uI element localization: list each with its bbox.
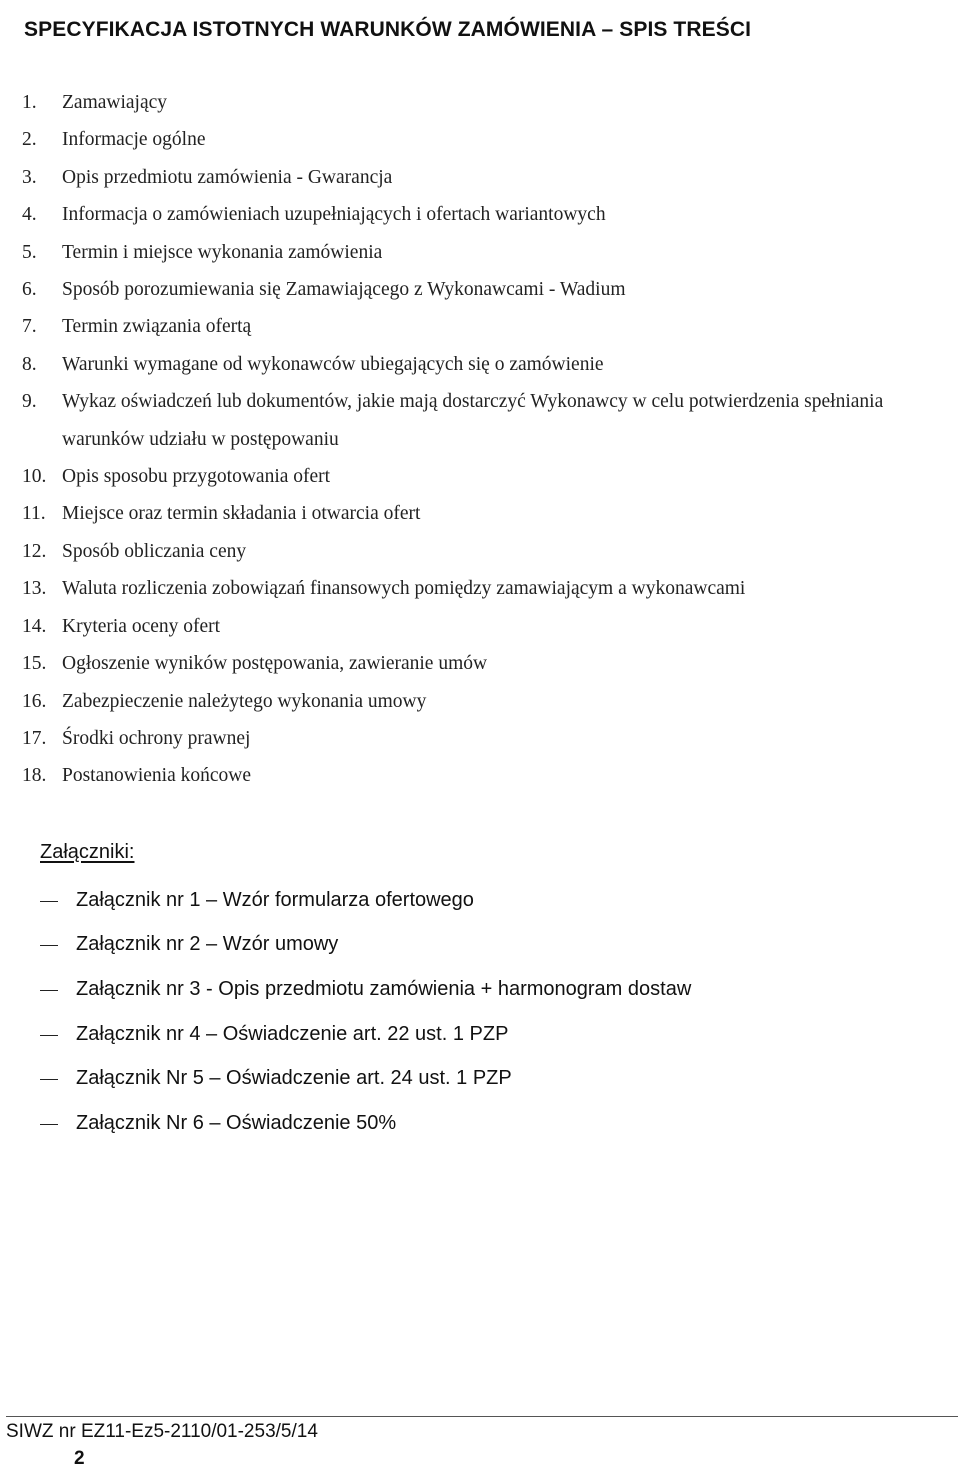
toc-item-text: Termin i miejsce wykonania zamówienia [62,241,383,263]
toc-item-text: Informacje ogólne [62,129,206,151]
toc-item [22,196,902,233]
attachment-item [40,1012,900,1057]
attachment-label: Załącznik nr 3 - Opis przedmiotu zamówienia + harmonogram dostaw [76,977,692,1000]
attachment-item [40,923,900,968]
footer-divider [6,1416,958,1417]
attachments-heading: Załączniki: [40,841,135,863]
toc-item-number: 6. [22,279,37,301]
toc-item-text: Środki ochrony prawnej [62,727,251,749]
attachment-label: Załącznik nr 1 – Wzór formularza ofertowego [76,888,474,911]
toc-item-text: Ogłoszenie wyników postępowania, zawieranie umów [62,653,488,675]
toc-item-text: Opis przedmiotu zamówienia - Gwarancja [62,166,393,188]
attachment-label: Załącznik nr 4 – Oświadczenie art. 22 ust. 1 PZP [76,1022,509,1045]
toc-item-text: Waluta rozliczenia zobowiązań finansowych pomiędzy zamawiającym a wykonawcami [62,578,746,600]
toc-item-number: 13. [22,578,47,600]
toc-item-number: 14. [22,615,47,637]
toc-item [22,84,902,121]
attachment-item [40,1101,900,1146]
table-of-contents [22,84,902,795]
toc-item [22,720,902,757]
toc-item-text: Wykaz oświadczeń lub dokumentów, jakie mają dostarczyć Wykonawcy w celu potwierdzenia spełniania warunków udziału w postępowaniu [62,391,884,450]
dash-icon [40,901,58,902]
toc-item-text: Opis sposobu przygotowania ofert [62,466,331,488]
attachment-item [40,967,900,1012]
toc-item [22,608,902,645]
toc-item-text: Warunki wymagane od wykonawców ubiegających się o zamówienie [62,353,604,375]
dash-icon [40,1035,58,1036]
dash-icon [40,1124,58,1125]
toc-item [22,121,902,158]
toc-item-number: 16. [22,690,47,712]
toc-item-number: 17. [22,727,47,749]
toc-item [22,346,902,383]
attachment-label: Załącznik Nr 6 – Oświadczenie 50% [76,1111,397,1134]
document-title: SPECYFIKACJA ISTOTNYCH WARUNKÓW ZAMÓWIENIA – SPIS TREŚCI [24,18,752,42]
toc-item [22,533,902,570]
attachment-label: Załącznik Nr 5 – Oświadczenie art. 24 ust. 1 PZP [76,1067,512,1090]
page-number: 2 [74,1448,85,1469]
toc-item-text: Postanowienia końcowe [62,765,252,787]
toc-item-text: Informacja o zamówieniach uzupełniających i ofertach wariantowych [62,204,606,226]
toc-item-text: Termin związania ofertą [62,316,252,338]
attachments-list [40,878,900,1146]
toc-item-number: 5. [22,241,37,263]
toc-item [22,683,902,720]
toc-item [22,458,902,495]
toc-item-number: 11. [22,503,46,525]
dash-icon [40,990,58,991]
toc-item-number: 10. [22,466,47,488]
toc-item-text: Sposób porozumiewania się Zamawiającego z Wykonawcami - Wadium [62,279,626,301]
toc-item [22,757,902,794]
toc-item-number: 15. [22,653,47,675]
toc-item-number: 3. [22,166,37,188]
attachment-item [40,878,900,923]
toc-item [22,495,902,532]
toc-item [22,308,902,345]
toc-item [22,645,902,682]
footer-reference: SIWZ nr EZ11-Ez5-2110/01-253/5/14 [6,1421,318,1442]
toc-item-text: Miejsce oraz termin składania i otwarcia ofert [62,503,421,525]
attachment-label: Załącznik nr 2 – Wzór umowy [76,933,339,956]
toc-item [22,383,902,458]
toc-item-text: Zabezpieczenie należytego wykonania umowy [62,690,427,712]
toc-item-number: 1. [22,92,37,113]
toc-item [22,159,902,196]
dash-icon [40,945,58,946]
toc-item-text: Sposób obliczania ceny [62,540,247,562]
toc-item-number: 4. [22,204,37,226]
toc-item-text: Zamawiający [62,92,168,113]
toc-item-number: 9. [22,391,37,413]
toc-item-number: 8. [22,353,37,375]
toc-item-number: 7. [22,316,37,338]
toc-item [22,570,902,607]
toc-item-number: 2. [22,129,37,151]
toc-item-number: 18. [22,765,47,787]
attachment-item [40,1056,900,1101]
toc-item-number: 12. [22,540,47,562]
toc-item [22,234,902,271]
toc-item-text: Kryteria oceny ofert [62,615,221,637]
toc-item [22,271,902,308]
dash-icon [40,1079,58,1080]
